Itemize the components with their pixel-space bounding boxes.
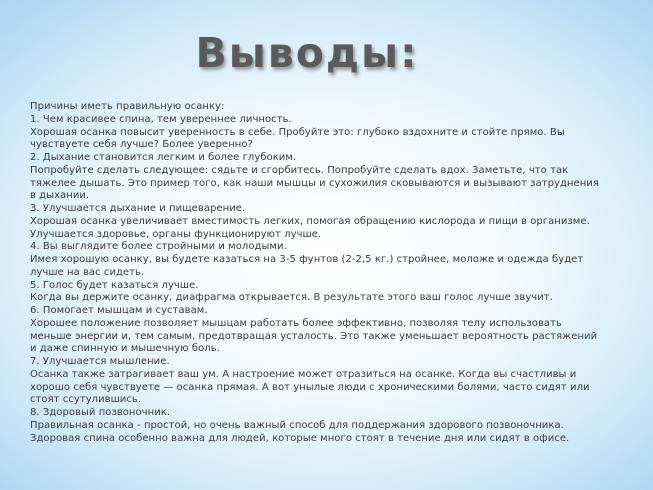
slide-body-text xyxy=(30,101,600,445)
reason-1-text: Хорошая осанка повысит уверенность в себе. Пробуйте это: глубоко вздохните и стойте прямо. Вы чувствуете себя лучше? Более уверенно? xyxy=(30,126,565,151)
reason-6-text: Хорошее положение позволяет мышцам работать более эффективно, позволяя телу использовать меньше энергии и, тем самым, предотвращая усталость. Это также уменьшает вероятность растяжений и даже спинную и мышечную боль. xyxy=(30,317,598,355)
reason-4-heading: 4. Вы выглядите более стройными и молодыми. xyxy=(30,241,287,253)
reason-2-text: Попробуйте сделать следующее: сядьте и сгорбитесь. Попробуйте сделать вдох. Заметьте, что так тяжелее дышать. Это пример того, как наши мышцы и сухожилия сковываются и вызывают затруднения в дыхании. xyxy=(30,164,599,202)
reason-6-heading: 6. Помогает мышцам и суставам. xyxy=(30,305,208,316)
reason-7-heading: 7. Улучшается мышление. xyxy=(30,356,170,367)
slide-title: Выводы: xyxy=(195,29,419,77)
reason-2-heading: 2. Дыхание становится легким и более глубоким. xyxy=(30,152,297,163)
reason-4-text: Имея хорошую осанку, вы будете казаться на 3-5 фунтов (2-2,5 кг.) стройнее, моложе и одежда будет лучше на вас сидеть. xyxy=(30,254,584,278)
reason-3-text: Хорошая осанка увеличивает вместимость легких, помогая обращению кислорода и пищи в организме. Улучшается здоровье, органы функционируют лучше. xyxy=(30,215,590,240)
reason-3-heading: 3. Улучшается дыхание и пищеварение. xyxy=(30,203,246,214)
intro-line: Причины иметь правильную осанку: xyxy=(30,101,225,112)
reason-5-heading: 5. Голос будет казаться лучше. xyxy=(30,279,199,291)
reason-8-heading: 8. Здоровый позвоночник. xyxy=(30,407,171,418)
reason-7-text: Осанка также затрагивает ваш ум. А настроение может отразиться на осанке. Когда вы счастливы и хорошо себя чувствуете — осанка прямая. А вот унылые люди с хроническими болями, часто сидят или стоят ссутулившись. xyxy=(30,368,590,406)
reason-5-text: Когда вы держите осанку, диафрагма открывается. В результате этого ваш голос лучше звучит. xyxy=(30,292,553,304)
reason-1-heading: 1. Чем красивее спина, тем увереннее личность. xyxy=(30,113,292,125)
reason-8-text: Правильная осанка - простой, но очень важный способ для поддержания здорового позвоночника. Здоровая спина особенно важна для людей, которые много стоят в течение дня или сидят в офисе. xyxy=(30,419,570,444)
